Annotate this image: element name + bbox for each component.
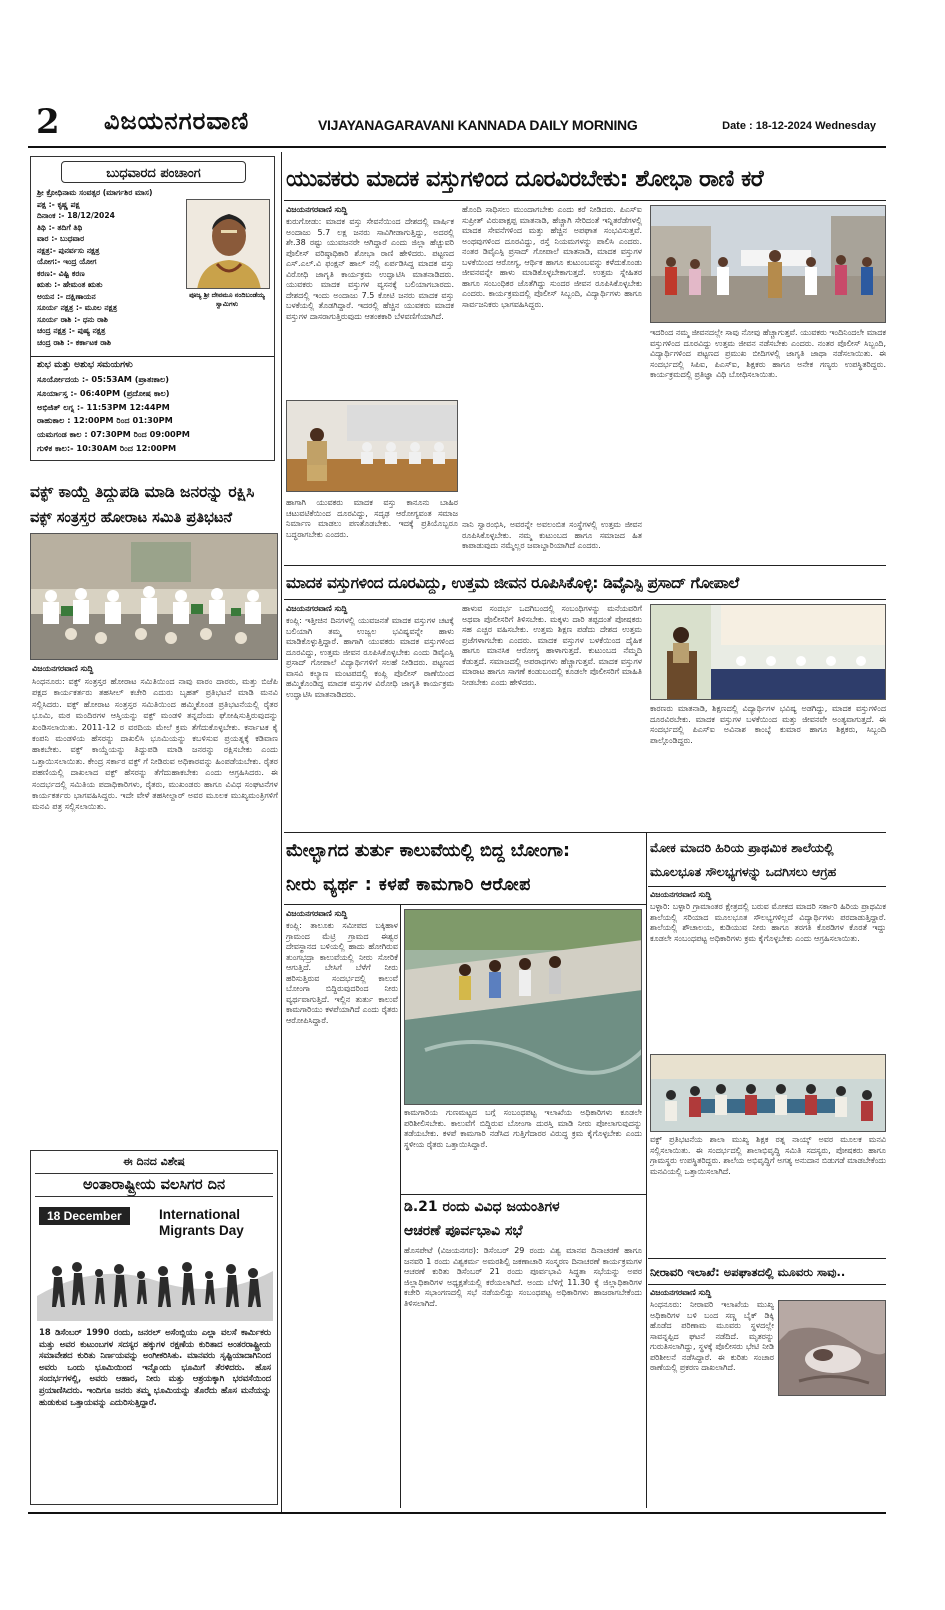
lead-bottom-right: ನಾನಿ ಸ್ವಾರಂಭಿಸಿ, ಅವರನ್ನೇ ಅವಲಂಬಿತ ಸಂಸ್ಥೆಗಳಲ್ಲಿ ಉತ್ತಮ ಜೀವನ ರೂಪಿಸಿಕೊಳ್ಳಬೇಕು. ನಮ್ಮ ಕುಟುಂಬದ ಹಾಗೂ ಸಮಾಜದ ಹಿತ ಕಾಪಾಡುವುದು ನಮ್ಮೆಲ್ಲರ ಜವಾಬ್ದಾರಿಯಾಗಿದೆ ಎಂದರು. bbox=[462, 520, 642, 550]
panchanga-line: ಯೋಗ:- ಇಂದ್ರ ಯೋಗ bbox=[37, 257, 97, 266]
panchanga-line: ನಕ್ಷತ್ರ:- ಪುನರ್ವಸು ನಕ್ಷತ್ರ bbox=[37, 245, 100, 255]
drown-headline: ನೀರಾವರಿ ಇಲಾಖೆ: ಅಪಘಾತದಲ್ಲಿ ಮೂವರು ಸಾವು.. bbox=[650, 1265, 846, 1279]
lead-byline: ವಿಜಯನಗರವಾಣಿ ಸುದ್ದಿ bbox=[286, 205, 348, 214]
school-meeting-photo bbox=[650, 1054, 886, 1132]
panchanga-heading-box bbox=[61, 161, 246, 183]
panchanga-line: ಚಂದ್ರ ರಾಶಿ :- ಕರ್ಕಾಟಕ ರಾಶಿ bbox=[37, 337, 112, 347]
panchanga-line: ದಿನಾಂಕ :- 18/12/2024 bbox=[37, 211, 115, 220]
panchanga-line: ಪಕ್ಷ :- ಕೃಷ್ಣ ಪಕ್ಷ bbox=[37, 199, 80, 209]
school-headline-1: ಮೋಕ ಮಾದರಿ ಹಿರಿಯ ಪ್ರಾಥಮಿಕ ಶಾಲೆಯಲ್ಲಿ bbox=[650, 840, 834, 855]
panchanga-line: ಸೂರ್ಯ ನಕ್ಷತ್ರ :- ಮೂಲ ನಕ್ಷತ್ರ bbox=[37, 303, 118, 312]
panchanga-line: ಚಂದ್ರ ನಕ್ಷತ್ರ :- ಪುಷ್ಯ ನಕ್ಷತ್ರ bbox=[37, 326, 106, 335]
special-day-name-en-2: Migrants Day bbox=[159, 1223, 244, 1238]
panchanga-line: ಸೂರ್ಯ ರಾಶಿ :- ಧನು ರಾಶಿ bbox=[37, 314, 108, 324]
school-caption: ವಕ್ಫ್ ಪ್ರತಿಭಟನೆಯ ಶಾಲಾ ಮುಖ್ಯ ಶಿಕ್ಷಕ ರತ್ನ ನಾಯ್ಕ್ ಅವರ ಮೂಲಕ ಮನವಿ ಸಲ್ಲಿಸಲಾಯಿತು. ಈ ಸಂದರ್ಭದಲ್ಲಿ ಶಾಲಾಭಿವೃದ್ಧಿ ಸಮಿತಿ ಸದಸ್ಯರು, ಪೋಷಕರು ಹಾಗೂ ಗ್ರಾಮಸ್ಥರು ಉಪಸ್ಥಿತರಿದ್ದರು. ಶಾಲೆಯ ಅಭಿವೃದ್ಧಿಗೆ ಅಗತ್ಯ ಅನುದಾನ ಬಿಡುಗಡೆ ಮಾಡಬೇಕೆಂದು ಮನವಿಯಲ್ಲಿ ಒತ್ತಾಯಿಸಲಾಗಿದೆ. bbox=[650, 1135, 886, 1176]
panchanga-line: ತಿಥಿ :- ತದಿಗೆ ತಿಥಿ bbox=[37, 222, 83, 232]
times-list bbox=[37, 373, 271, 456]
waqf-headline-1: ವಕ್ಫ್ ಕಾಯ್ದೆ ತಿದ್ದುಪಡಿ ಮಾಡಿ ಜನರನ್ನು ರಕ್ಷಿಸಿ bbox=[30, 483, 255, 501]
masthead-title-english: VIJAYANAGARAVANI KANNADA DAILY MORNING bbox=[318, 117, 638, 133]
dysp-byline: ವಿಜಯನಗರವಾಣಿ ಸುದ್ದಿ bbox=[286, 604, 348, 613]
page-number: 2 bbox=[36, 102, 60, 142]
time-yamaganda: ಯಮಗಂಡ ಕಾಲ : 07:30PM ರಿಂದ 09:00PM bbox=[37, 429, 190, 440]
canal-col1: ಕಂಪ್ಲಿ: ತಾಲೂಕು ಸಮೀಪದ ಬಕ್ಕಿಹಾಳ ಗ್ರಾಮಂದ ಮೆಟ್ರಿ ಗ್ರಾಮದ ಈಶ್ವರ ದೇವಸ್ಥಾನದ ಬಳಿಯಲ್ಲಿ ಹಾದು ಹೋಗಿರುವ ತುಂಗಭದ್ರಾ ಕಾಲುವೆಯಲ್ಲಿ ನೀರು ಸೋರಿಕೆ ಆಗುತ್ತಿದೆ. ಬೇಸಿಗೆ ಬೆಳೆಗೆ ನೀರು ಹರಿಸುತ್ತಿರುವ ಸಂದರ್ಭದಲ್ಲಿ ಕಾಲುವೆ ಬೋಂಗಾ ಬಿದ್ದಿರುವುದರಿಂದ ನೀರು ವ್ಯರ್ಥವಾಗುತ್ತಿದೆ. ಇಲ್ಲಿನ ತುರ್ತು ಕಾಲುವೆ ಕಾಮಗಾರಿಯು ಕಳಪೆಯಾಗಿದೆ ಎಂದು ರೈತರು ಆರೋಪಿಸಿದ್ದಾರೆ. bbox=[286, 921, 398, 1025]
waqf-headline-2: ವಕ್ಫ್ ಸಂತ್ರಸ್ತರ ಹೋರಾಟ ಸಮಿತಿ ಪ್ರತಿಭಟನೆ bbox=[30, 510, 233, 526]
panchanga-box bbox=[30, 156, 275, 461]
lead-stage-photo bbox=[286, 400, 458, 492]
jayanti-body: ಹೊಸಪೇಟೆ (ವಿಜಯನಗರ): ಡಿಸೆಂಬರ್ 29 ರಂದು ವಿಶ್ವ ಮಾನವ ದಿನಾಚರಣೆ ಹಾಗೂ ಜನವರಿ 1 ರಂದು ವಿಶ್ವಕರ್ಮ ಅಮರಶಿಲ್ಪಿ ಜಕಣಾಚಾರಿ ಸಂಸ್ಮರಣ ದಿನಾಚರಣೆ ಕಾರ್ಯಕ್ರಮಗಳ ಆಚರಣೆ ಕುರಿತು ಡಿಸೆಂಬರ್ 21 ರಂದು ಪೂರ್ವಭಾವಿ ಸಿದ್ಧತಾ ಸಭೆಯನ್ನು ಅಪರ ಜಿಲ್ಲಾಧಿಕಾರಿಗಳ ಅಧ್ಯಕ್ಷತೆಯಲ್ಲಿ ಕರೆಯಲಾಗಿದೆ. ಅಂದು ಬೆಳಿಗ್ಗೆ 11.30 ಕ್ಕೆ ಜಿಲ್ಲಾಧಿಕಾರಿಗಳ ಕಚೇರಿ ಸಭಾಂಗಣದಲ್ಲಿ ಸಭೆ ನಡೆಯಲಿದ್ದು ಸಂಬಂಧಪಟ್ಟ ಅಧಿಕಾರಿಗಳು ಹಾಜರಾಗಬೇಕೆಂದು ತಿಳಿಸಲಾಗಿದೆ. bbox=[404, 1246, 642, 1308]
canal-headline-1: ಮೇಲ್ಭಾಗದ ತುರ್ತು ಕಾಲುವೆಯಲ್ಲಿ ಬಿದ್ದ ಬೋಂಗಾ: bbox=[286, 841, 570, 861]
panchanga-line: ವಾರ :- ಬುಧವಾರ bbox=[37, 234, 85, 243]
panchanga-line: ಶ್ರೀ ಕ್ರೋಧಿನಾಮ ಸಂವತ್ಸರ (ಮಾರ್ಗಶಿರ ಮಾಸ) bbox=[37, 188, 153, 197]
special-day-date-badge: 18 December bbox=[39, 1207, 130, 1225]
jayanti-headline-2: ಆಚರಣೆ ಪೂರ್ವಭಾವಿ ಸಭೆ bbox=[404, 1223, 523, 1239]
panchanga-heading: ಬುಧವಾರದ ಪಂಚಾಂಗ bbox=[106, 166, 201, 181]
drown-body: ಸಿಂಧನೂರು: ನೀರಾವರಿ ಇಲಾಖೆಯ ಮುಖ್ಯ ಅಧಿಕಾರಿಗಳ ಬಳಿ ಬಂದ ಸಣ್ಣ ಬೈಕ್ ಡಿಕ್ಕಿ ಹೊಡೆದ ಪರಿಣಾಮ ಮೂವರು ಸ್ಥಳದಲ್ಲೇ ಸಾವನ್ನಪ್ಪಿದ ಘಟನೆ ನಡೆದಿದೆ. ಮೃತರನ್ನು ಗುರುತಿಸಲಾಗಿದ್ದು, ಸ್ಥಳಕ್ಕೆ ಪೊಲೀಸರು ಭೇಟಿ ನೀಡಿ ಪರಿಶೀಲನೆ ನಡೆಸಿದ್ದಾರೆ. ಈ ಕುರಿತು ಸಂಚಾರ ಠಾಣೆಯಲ್ಲಿ ಪ್ರಕರಣ ದಾಖಲಾಗಿದೆ. bbox=[650, 1300, 774, 1372]
time-sunset: ಸೂರ್ಯಾಸ್ತ :- 06:40PM (ಪ್ರದೋಷ ಕಾಲ) bbox=[37, 387, 170, 398]
special-day-label: ಈ ದಿನದ ವಿಶೇಷ bbox=[123, 1155, 185, 1168]
jayanti-headline-1: ಡಿ.21 ರಂದು ವಿವಿಧ ಜಯಂತಿಗಳ bbox=[404, 1199, 560, 1215]
waqf-body: ಸಿಂಧನೂರು: ವಕ್ಫ್ ಸಂತ್ರಸ್ತರ ಹೋರಾಟ ಸಮಿತಿಯಿಂದ ನಾವು ವಾರಂ ದಾರರು, ಮತ್ತು ಬಿಜೆಪಿ ಪಕ್ಷದ ಕಾರ್ಯಕರ್ತರು ತಹಸೀಲ್ ಕಚೇರಿ ಎದುರು ಬೃಹತ್ ಪ್ರತಿಭಟನೆ ಮಾಡಿ ಮನವಿ ಸಲ್ಲಿಸಿದರು. ವಕ್ಫ್ ಹೋರಾಟ ಸಂತ್ರಸ್ತರ ಸಮಿತಿಯಿಂದ ಹಮ್ಮಿಕೊಂಡ ಪ್ರತಿಭಟನೆಯಲ್ಲಿ ರೈತರ ಭೂಮಿ, ಮಠ ಮಂದಿರಗಳ ಆಸ್ತಿಯನ್ನು ವಕ್ಫ್ ಮಂಡಳಿ ತನ್ನದೆಂದು ಘೋಷಿಸುತ್ತಿರುವುದನ್ನು ಖಂಡಿಸಲಾಯಿತು. 2011-12 ರ ವರದಿಯ ಮೇಲೆ ಕ್ರಮ ತೆಗೆದುಕೊಳ್ಳಬೇಕು. ಕರ್ನಾಟಕ ಕೈ ಕಂಪನಿ ಮಂಡಳಿಯ ಹೆಸರನ್ನು ದಾಖಲಿಸಿ ಭೂಮಿಯನ್ನು ಕಬಳಿಸುವ ಪ್ರಯತ್ನಕ್ಕೆ ಕಡಿವಾಣ ಹಾಕಬೇಕು. ವಕ್ಫ್ ಕಾಯ್ದೆಯನ್ನು ತಿದ್ದುಪಡಿ ಮಾಡಿ ಜನರನ್ನು ರಕ್ಷಿಸಬೇಕು ಎಂದು ಒತ್ತಾಯಿಸಲಾಯಿತು. ಕೇಂದ್ರ ಸರ್ಕಾರ ವಕ್ಫ್ ಗೆ ನೀಡಿರುವ ಅಧಿಕಾರವನ್ನು ಹಿಂಪಡೆಯಬೇಕು. ರೈತರ ಪಹಣಿಯಲ್ಲಿ ದಾಖಲಾದ ವಕ್ಫ್ ಹೆಸರನ್ನು ತೆಗೆದುಹಾಕಬೇಕು ಎಂದು ಆಗ್ರಹಿಸಿದರು. ಈ ಸಂದರ್ಭದಲ್ಲಿ ಸಮಿತಿಯ ಪದಾಧಿಕಾರಿಗಳು, ರೈತರು, ಮುಖಂಡರು ಹಾಗೂ ವಿವಿಧ ಸಂಘಟನೆಗಳ ಕಾರ್ಯಕರ್ತರು ಭಾಗವಹಿಸಿದ್ದರು. ಇದೇ ವೇಳೆ ತಹಸೀಲ್ದಾರ್ ಅವರ ಮೂಲಕ ಮುಖ್ಯಮಂತ್ರಿಗಳಿಗೆ ಮನವಿ ಪತ್ರ ಸಲ್ಲಿಸಲಾಯಿತು. bbox=[32, 676, 278, 812]
masthead-title-kannada: ವಿಜಯನಗರವಾಣಿ bbox=[104, 107, 250, 135]
lead-bottom-left: ಹಾಗಾಗಿ ಯುವಕರು ಮಾದಕ ವಸ್ತು ಕಾನೂನು ಬಾಹಿರ ಚಟುವಟಿಕೆಯಿಂದ ದೂರವಿದ್ದು, ಸದೃಢ ಆರೋಗ್ಯವಂತ ಸಮಾಜ ನಿರ್ಮಾಣ ಮಾಡಲು ಪಣತೊಡಬೇಕು. ಇದಕ್ಕೆ ಪ್ರತಿಯೊಬ್ಬರೂ ಬದ್ಧರಾಗಬೇಕು ಎಂದರು. bbox=[286, 498, 458, 539]
school-headline-2: ಮೂಲಭೂತ ಸೌಲಭ್ಯಗಳನ್ನು ಒದಗಿಸಲು ಆಗ್ರಹ bbox=[650, 864, 837, 879]
waqf-byline: ವಿಜಯನಗರವಾಣಿ ಸುದ್ದಿ bbox=[32, 664, 94, 673]
waqf-protest-photo bbox=[30, 533, 278, 660]
canal-photo bbox=[404, 909, 642, 1105]
dysp-col2: ಹಾಳುವ ಸಂದರ್ಭ ಒದಗಿಬಂದಲ್ಲಿ ಸಂಬಂಧಿಗಳನ್ನು ಮನೆಯವರಿಗೆ ಅಥವಾ ಪೊಲೀಸರಿಗೆ ತಿಳಿಸಬೇಕು. ಮಕ್ಕಳು ದಾರಿ ತಪ್ಪದಂತೆ ಪೋಷಕರು ಸಹ ಎಚ್ಚರ ವಹಿಸಬೇಕು. ಉತ್ತಮ ಶಿಕ್ಷಣ ಪಡೆದು ದೇಶದ ಉತ್ತಮ ಪ್ರಜೆಗಳಾಗಬೇಕು ಎಂದರು. ಮಾದಕ ವಸ್ತುಗಳ ಬಳಕೆಯಿಂದ ದೈಹಿಕ ಹಾಗೂ ಮಾನಸಿಕ ಆರೋಗ್ಯ ಹಾಳಾಗುತ್ತದೆ. ಕುಟುಂಬದ ನೆಮ್ಮದಿ ಕೆಡುತ್ತದೆ. ಸಮಾಜದಲ್ಲಿ ಅಪರಾಧಗಳು ಹೆಚ್ಚಾಗುತ್ತವೆ. ಮಾದಕ ವಸ್ತುಗಳ ಮಾರಾಟ ಹಾಗೂ ಸಾಗಣೆ ಕಂಡುಬಂದಲ್ಲಿ ಕೂಡಲೇ ಪೊಲೀಸರಿಗೆ ಮಾಹಿತಿ ನೀಡಬೇಕು ಎಂದು ಹೇಳಿದರು. bbox=[462, 604, 642, 687]
lead-headline: ಯುವಕರು ಮಾದಕ ವಸ್ತುಗಳಿಂದ ದೂರವಿರಬೇಕು: ಶೋಭಾ ರಾಣಿ ಕರೆ bbox=[286, 166, 764, 192]
dysp-headline: ಮಾದಕ ವಸ್ತುಗಳಿಂದ ದೂರವಿದ್ದು, ಉತ್ತಮ ಜೀವನ ರೂಪಿಸಿಕೊಳ್ಳಿ: ಡಿವೈಎಸ್ಪಿ ಪ್ರಸಾದ್ ಗೋಪಾಲೆ bbox=[286, 574, 739, 592]
dysp-podium-photo bbox=[650, 604, 886, 700]
astrologer-caption: ಪೂಜ್ಯ ಶ್ರೀ ದೇವಮೂ ನಂದಿಬಂಡೆಯ್ಯ ಸ್ವಾಮಿಗಳು bbox=[189, 291, 265, 308]
masthead bbox=[28, 100, 886, 146]
lead-col1: ಕುರುಗೋಡು: ಮಾದಕ ವಸ್ತು ಸೇವನೆಯಿಂದ ದೇಶದಲ್ಲಿ ವಾರ್ಷಿಕ ಅಂದಾಜು 5.7 ಲಕ್ಷ ಜನರು ಸಾವಿಗೀಡಾಗುತ್ತಿದ್ದು, ಅದರಲ್ಲಿ ಶೇ.38 ರಷ್ಟು ಯುವಜನರೇ ಆಗಿದ್ದಾರೆ ಎಂದು ಜಿಲ್ಲಾ ಹೆಚ್ಚುವರಿ ಪೊಲೀಸ್ ವರಿಷ್ಠಾಧಿಕಾರಿ ಶೋಭಾ ರಾಣಿ ಹೇಳಿದರು. ಪಟ್ಟಣದ ಎಸ್.ಎಲ್.ವಿ ಫಂಕ್ಷನ್ ಹಾಲ್ ನಲ್ಲಿ ಏರ್ಪಡಿಸಿದ್ದ ಮಾದಕ ವಸ್ತು ವಿರೋಧಿ ಜಾಗೃತಿ ಕಾರ್ಯಕ್ರಮ ಉದ್ಘಾಟಿಸಿ ಮಾತನಾಡಿದರು. ಯುವಕರು ಮಾದಕ ವಸ್ತುಗಳ ವ್ಯಸನಕ್ಕೆ ಬಲಿಯಾಗಬಾರದು. ದೇಶದಲ್ಲಿ ಇಂದು ಅಂದಾಜು 7.5 ಕೋಟಿ ಜನರು ಮಾದಕ ವಸ್ತು ಬಳಕೆಯಲ್ಲಿ ತೊಡಗಿದ್ದಾರೆ. ಇದರಲ್ಲಿ ಹೆಚ್ಚಿನ ಯುವಕರು ಮಾದಕ ವಸ್ತುಗಳ ದಾಸರಾಗುತ್ತಿರುವುದು ಆತಂಕಕಾರಿ ಬೆಳವಣಿಗೆಯಾಗಿದೆ. bbox=[286, 217, 454, 321]
panchanga-line: ಕರಣ:- ವಿಷ್ಟಿ ಕರಣ bbox=[37, 268, 85, 278]
school-byline: ವಿಜಯನಗರವಾಣಿ ಸುದ್ದಿ bbox=[650, 890, 712, 899]
special-day-name-en-1: International bbox=[159, 1207, 241, 1222]
time-sunrise: ಸೂರ್ಯೋದಯ :- 05:53AM (ಪ್ರಾತಃಕಾಲ) bbox=[37, 374, 170, 384]
astrologer-photo bbox=[186, 199, 270, 289]
special-day-title: ಅಂತಾರಾಷ್ಟ್ರೀಯ ವಲಸಿಗರ ದಿನ bbox=[35, 1173, 273, 1197]
panchanga-line: ಅಯನ :- ದಕ್ಷಿಣಾಯನ bbox=[37, 291, 96, 301]
canal-byline: ವಿಜಯನಗರವಾಣಿ ಸುದ್ದಿ bbox=[286, 909, 348, 918]
time-rahukala: ರಾಹುಕಾಲ : 12:00PM ರಿಂದ 01:30PM bbox=[37, 415, 173, 426]
lead-photo-caption: ಇದರಿಂದ ನಮ್ಮ ಜೀವನದಲ್ಲೇ ಸಾವು ನೋವು ಹೆಚ್ಚಾಗುತ್ತವೆ. ಯುವಕರು ಇಂದಿನಿಂದಲೇ ಮಾದಕ ವಸ್ತುಗಳಿಂದ ದೂರವಿದ್ದು ಉತ್ತಮ ಜೀವನ ನಡೆಸಬೇಕು ಎಂದರು. ನಂತರ ಪೊಲೀಸ್ ಸಿಬ್ಬಂದಿ, ವಿದ್ಯಾರ್ಥಿಗಳಿಂದ ಪಟ್ಟಣದ ಪ್ರಮುಖ ಬೀದಿಗಳಲ್ಲಿ ಜಾಗೃತಿ ಜಾಥಾ ನಡೆಸಲಾಯಿತು. ಈ ಸಂದರ್ಭದಲ್ಲಿ ಸಿಪಿಐ, ಪಿಎಸ್ಐ, ಶಿಕ್ಷಕರು ಹಾಗೂ ಅನೇಕ ಗಣ್ಯರು ಉಪಸ್ಥಿತರಿದ್ದರು. ಕಾರ್ಯಕ್ರಮದಲ್ಲಿ ಪ್ರತಿಜ್ಞಾ ವಿಧಿ ಬೋಧಿಸಲಾಯಿತು. bbox=[650, 328, 886, 379]
school-body: ಬಳ್ಳಾರಿ: ಬಳ್ಳಾರಿ ಗ್ರಾಮಾಂತರ ಕ್ಷೇತ್ರದಲ್ಲಿ ಬರುವ ಮೋಕದ ಮಾದರಿ ಸರ್ಕಾರಿ ಹಿರಿಯ ಪ್ರಾಥಮಿಕ ಶಾಲೆಯಲ್ಲಿ ಸರಿಯಾದ ಮೂಲಭೂತ ಸೌಲಭ್ಯಗಳಿಲ್ಲದೆ ವಿದ್ಯಾರ್ಥಿಗಳು ಪರದಾಡುತ್ತಿದ್ದಾರೆ. ಶಾಲೆಯಲ್ಲಿ ಶೌಚಾಲಯ, ಕುಡಿಯುವ ನೀರು ಹಾಗೂ ತರಗತಿ ಕೊಠಡಿಗಳ ಕೊರತೆ ಇದ್ದು ಕೂಡಲೇ ಸಂಬಂಧಪಟ್ಟ ಅಧಿಕಾರಿಗಳು ಕ್ರಮ ಕೈಗೊಳ್ಳಬೇಕು ಎಂದು ಆಗ್ರಹಿಸಲಾಯಿತು. bbox=[650, 902, 886, 943]
dysp-col1: ಕಂಪ್ಲಿ: ಇತ್ತೀಚಿನ ದಿನಗಳಲ್ಲಿ ಯುವಜನತೆ ಮಾದಕ ವಸ್ತುಗಳ ಚಟಕ್ಕೆ ಬಲಿಯಾಗಿ ತಮ್ಮ ಉಜ್ವಲ ಭವಿಷ್ಯವನ್ನೇ ಹಾಳು ಮಾಡಿಕೊಳ್ಳುತ್ತಿದ್ದಾರೆ. ಹಾಗಾಗಿ ಯುವಕರು ಮಾದಕ ವಸ್ತುಗಳಿಂದ ದೂರವಿದ್ದು, ಉತ್ತಮ ಜೀವನ ರೂಪಿಸಿಕೊಳ್ಳಬೇಕು ಎಂದು ಡಿವೈಎಸ್ಪಿ ಪ್ರಸಾದ್ ಗೋಪಾಲೆ ವಿದ್ಯಾರ್ಥಿಗಳಿಗೆ ಸಲಹೆ ನೀಡಿದರು. ಪಟ್ಟಣದ ವಾಸವಿ ಕಲ್ಯಾಣ ಮಂಟಪದಲ್ಲಿ ಕಂಪ್ಲಿ ಪೊಲೀಸ್ ಠಾಣೆಯಿಂದ ಹಮ್ಮಿಕೊಂಡಿದ್ದ ಮಾದಕ ವಸ್ತುಗಳ ವಿರೋಧಿ ಜಾಗೃತಿ ಕಾರ್ಯಕ್ರಮ ಉದ್ಘಾಟಿಸಿ ಮಾತನಾಡಿದರು. bbox=[286, 616, 454, 699]
drown-byline: ವಿಜಯನಗರವಾಣಿ ಸುದ್ದಿ bbox=[650, 1288, 712, 1297]
canal-col1-cont bbox=[286, 1140, 396, 1508]
panchanga-line: ಋತು :- ಹೇಮಂತ ಋತು bbox=[37, 280, 103, 289]
drown-accident-photo bbox=[778, 1300, 886, 1396]
canal-col2: ಕಾಮಗಾರಿಯ ಗುಣಮಟ್ಟದ ಬಗ್ಗೆ ಸಂಬಂಧಪಟ್ಟ ಇಲಾಖೆಯ ಅಧಿಕಾರಿಗಳು ಕೂಡಲೇ ಪರಿಶೀಲಿಸಬೇಕು. ಕಾಲುವೆಗೆ ಬಿದ್ದಿರುವ ಬೋಂಗಾ ದುರಸ್ತಿ ಮಾಡಿ ನೀರು ಪೋಲಾಗುವುದನ್ನು ತಡೆಯಬೇಕು. ಕಳಪೆ ಕಾಮಗಾರಿ ನಡೆಸಿದ ಗುತ್ತಿಗೆದಾರರ ವಿರುದ್ಧ ಕ್ರಮ ಕೈಗೊಳ್ಳಬೇಕು ಎಂದು ಸ್ಥಳೀಯ ರೈತರು ಒತ್ತಾಯಿಸಿದ್ದಾರೆ. bbox=[404, 1108, 642, 1149]
special-day-body: 18 ಡಿಸೆಂಬರ್ 1990 ರಂದು, ಜನರಲ್ ಅಸೆಂಬ್ಲಿಯು ಎಲ್ಲಾ ವಲಸೆ ಕಾರ್ಮಿಕರು ಮತ್ತು ಅವರ ಕುಟುಂಬಗಳ ಸದಸ್ಯರ ಹಕ್ಕುಗಳ ರಕ್ಷಣೆಯ ಕುರಿತಾದ ಅಂತರರಾಷ್ಟ್ರೀಯ ಸಮಾವೇಶದ ಕುರಿತು ನಿರ್ಣಯವನ್ನು ಅಂಗೀಕರಿಸಿತು. ಮಾನವರು ಸೃಷ್ಟಿಯಾದಾಗಿನಿಂದ ಅವರು ಒಂದು ಭೂಮಿಯಿಂದ ಇನ್ನೊಂದು ಭೂಮಿಗೆ ತೆರಳಿದರು. ಹೊಸ ಸಂದರ್ಭಗಳಲ್ಲಿ, ಅವರು ಆಹಾರ, ನೀರು ಮತ್ತು ಆಶ್ರಯಕ್ಕಾಗಿ ಭರವಸೆಯಿಂದ ಪ್ರಯಾಣಿಸಿದರು. ಇಂದಿಗೂ ಜನರು ತಮ್ಮ ಭೂಮಿಯನ್ನು ತೊರೆದು ಹೊಸ ಮನೆಯನ್ನು ಹುಡುಕುವ ಒತ್ತಾಯವನ್ನು ಎದುರಿಸುತ್ತಿದ್ದಾರೆ. bbox=[39, 1327, 271, 1407]
special-day-box bbox=[30, 1150, 278, 1505]
times-heading: ಶುಭ ಮತ್ತು ಅಶುಭ ಸಮಯಗಳು bbox=[37, 360, 133, 370]
panchanga-lines bbox=[37, 187, 197, 348]
time-gulika: ಗುಳಿಕ ಕಾಲ:- 10:30AM ರಿಂದ 12:00PM bbox=[37, 442, 177, 453]
canal-headline-2: ನೀರು ವ್ಯರ್ಥ : ಕಳಪೆ ಕಾಮಗಾರಿ ಆರೋಪ bbox=[286, 875, 531, 895]
lead-col2: ಹೊಂದಿ ಸಾಧಿಸಲು ಮುಂದಾಗಬೇಕು ಎಂದು ಕರೆ ನೀಡಿದರು. ಪಿಎಸ್ಐ ಸುಪ್ರೀತ್ ವಿರುಪಾಕ್ಷಪ್ಪ ಮಾತನಾಡಿ, ಹೆಚ್ಚಾಗಿ ಸೇರಿದಂತೆ ಇನ್ನಿತರೆಡೆಗಳಲ್ಲಿ ಮಾದಕ ಸೇವನೆಗಳಿಂದ ಮತ್ತು ಹೆಚ್ಚಿನ ಅಪಘಾತ ಸಂಭವಿಸುತ್ತವೆ. ಅಂಥವುಗಳಿಂದ ದೂರವಿದ್ದು, ರಸ್ತೆ ನಿಯಮಗಳನ್ನು ಪಾಲಿಸಿ ಎಂದರು. ನಂತರ ಡಿವೈಎಸ್ಪಿ ಪ್ರಸಾದ್ ಗೋಪಾಲೆ ಮಾತನಾಡಿ, ಮಾದಕ ವಸ್ತುಗಳ ಬಳಕೆಯಿಂದ ಆರೋಗ್ಯ, ಆರ್ಥಿಕ ಹಾಗೂ ಕುಟುಂಬವನ್ನು ಕಳೆದುಕೊಂಡು ಜೀವನವನ್ನೇ ಹಾಳು ಮಾಡಿಕೊಳ್ಳಬೇಕಾಗುತ್ತದೆ. ಉತ್ತಮ ಸ್ನೇಹಿತರ ಹಾಗೂ ಸಂಬಂಧಿಕರ ಜೊತೆಗಿದ್ದು ಸುಂದರ ಜೀವನ ರೂಪಿಸಿಕೊಳ್ಳಬೇಕು ಎಂದರು. ಕಾರ್ಯಕ್ರಮದಲ್ಲಿ ಪೊಲೀಸ್ ಸಿಬ್ಬಂದಿ, ವಿದ್ಯಾರ್ಥಿಗಳು ಹಾಗೂ ಸಾರ್ವಜನಿಕರು ಭಾಗವಹಿಸಿದ್ದರು. bbox=[462, 205, 642, 309]
time-abhijit: ಅಭಿಜಿತ್ ಲಗ್ನ :- 11:53PM 12:44PM bbox=[37, 401, 170, 412]
lead-rally-photo bbox=[650, 205, 886, 323]
masthead-date: Date : 18-12-2024 Wednesday bbox=[722, 120, 876, 132]
dysp-photo-caption: ಕಾರಣರು ಮಾತನಾಡಿ, ಶಿಕ್ಷಣದಲ್ಲಿ ವಿದ್ಯಾರ್ಥಿಗಳ ಭವಿಷ್ಯ ಅಡಗಿದ್ದು, ಮಾದಕ ವಸ್ತುಗಳಿಂದ ದೂರವಿರಬೇಕು. ಮಾದಕ ವಸ್ತುಗಳ ಬಳಕೆಯಿಂದ ಮತ್ತು ಜೀವನವೇ ಅಂತ್ಯವಾಗುತ್ತದೆ. ಈ ಸಂದರ್ಭದಲ್ಲಿ ಪಿಎಸ್ಐ ಅವಿನಾಶ ಕಾಂಬ್ಳೆ ಕುಮಾರ ಹಾಗೂ ಶಿಕ್ಷಕರು, ಸಿಬ್ಬಂದಿ ಪಾಲ್ಗೊಂಡಿದ್ದರು. bbox=[650, 704, 886, 745]
